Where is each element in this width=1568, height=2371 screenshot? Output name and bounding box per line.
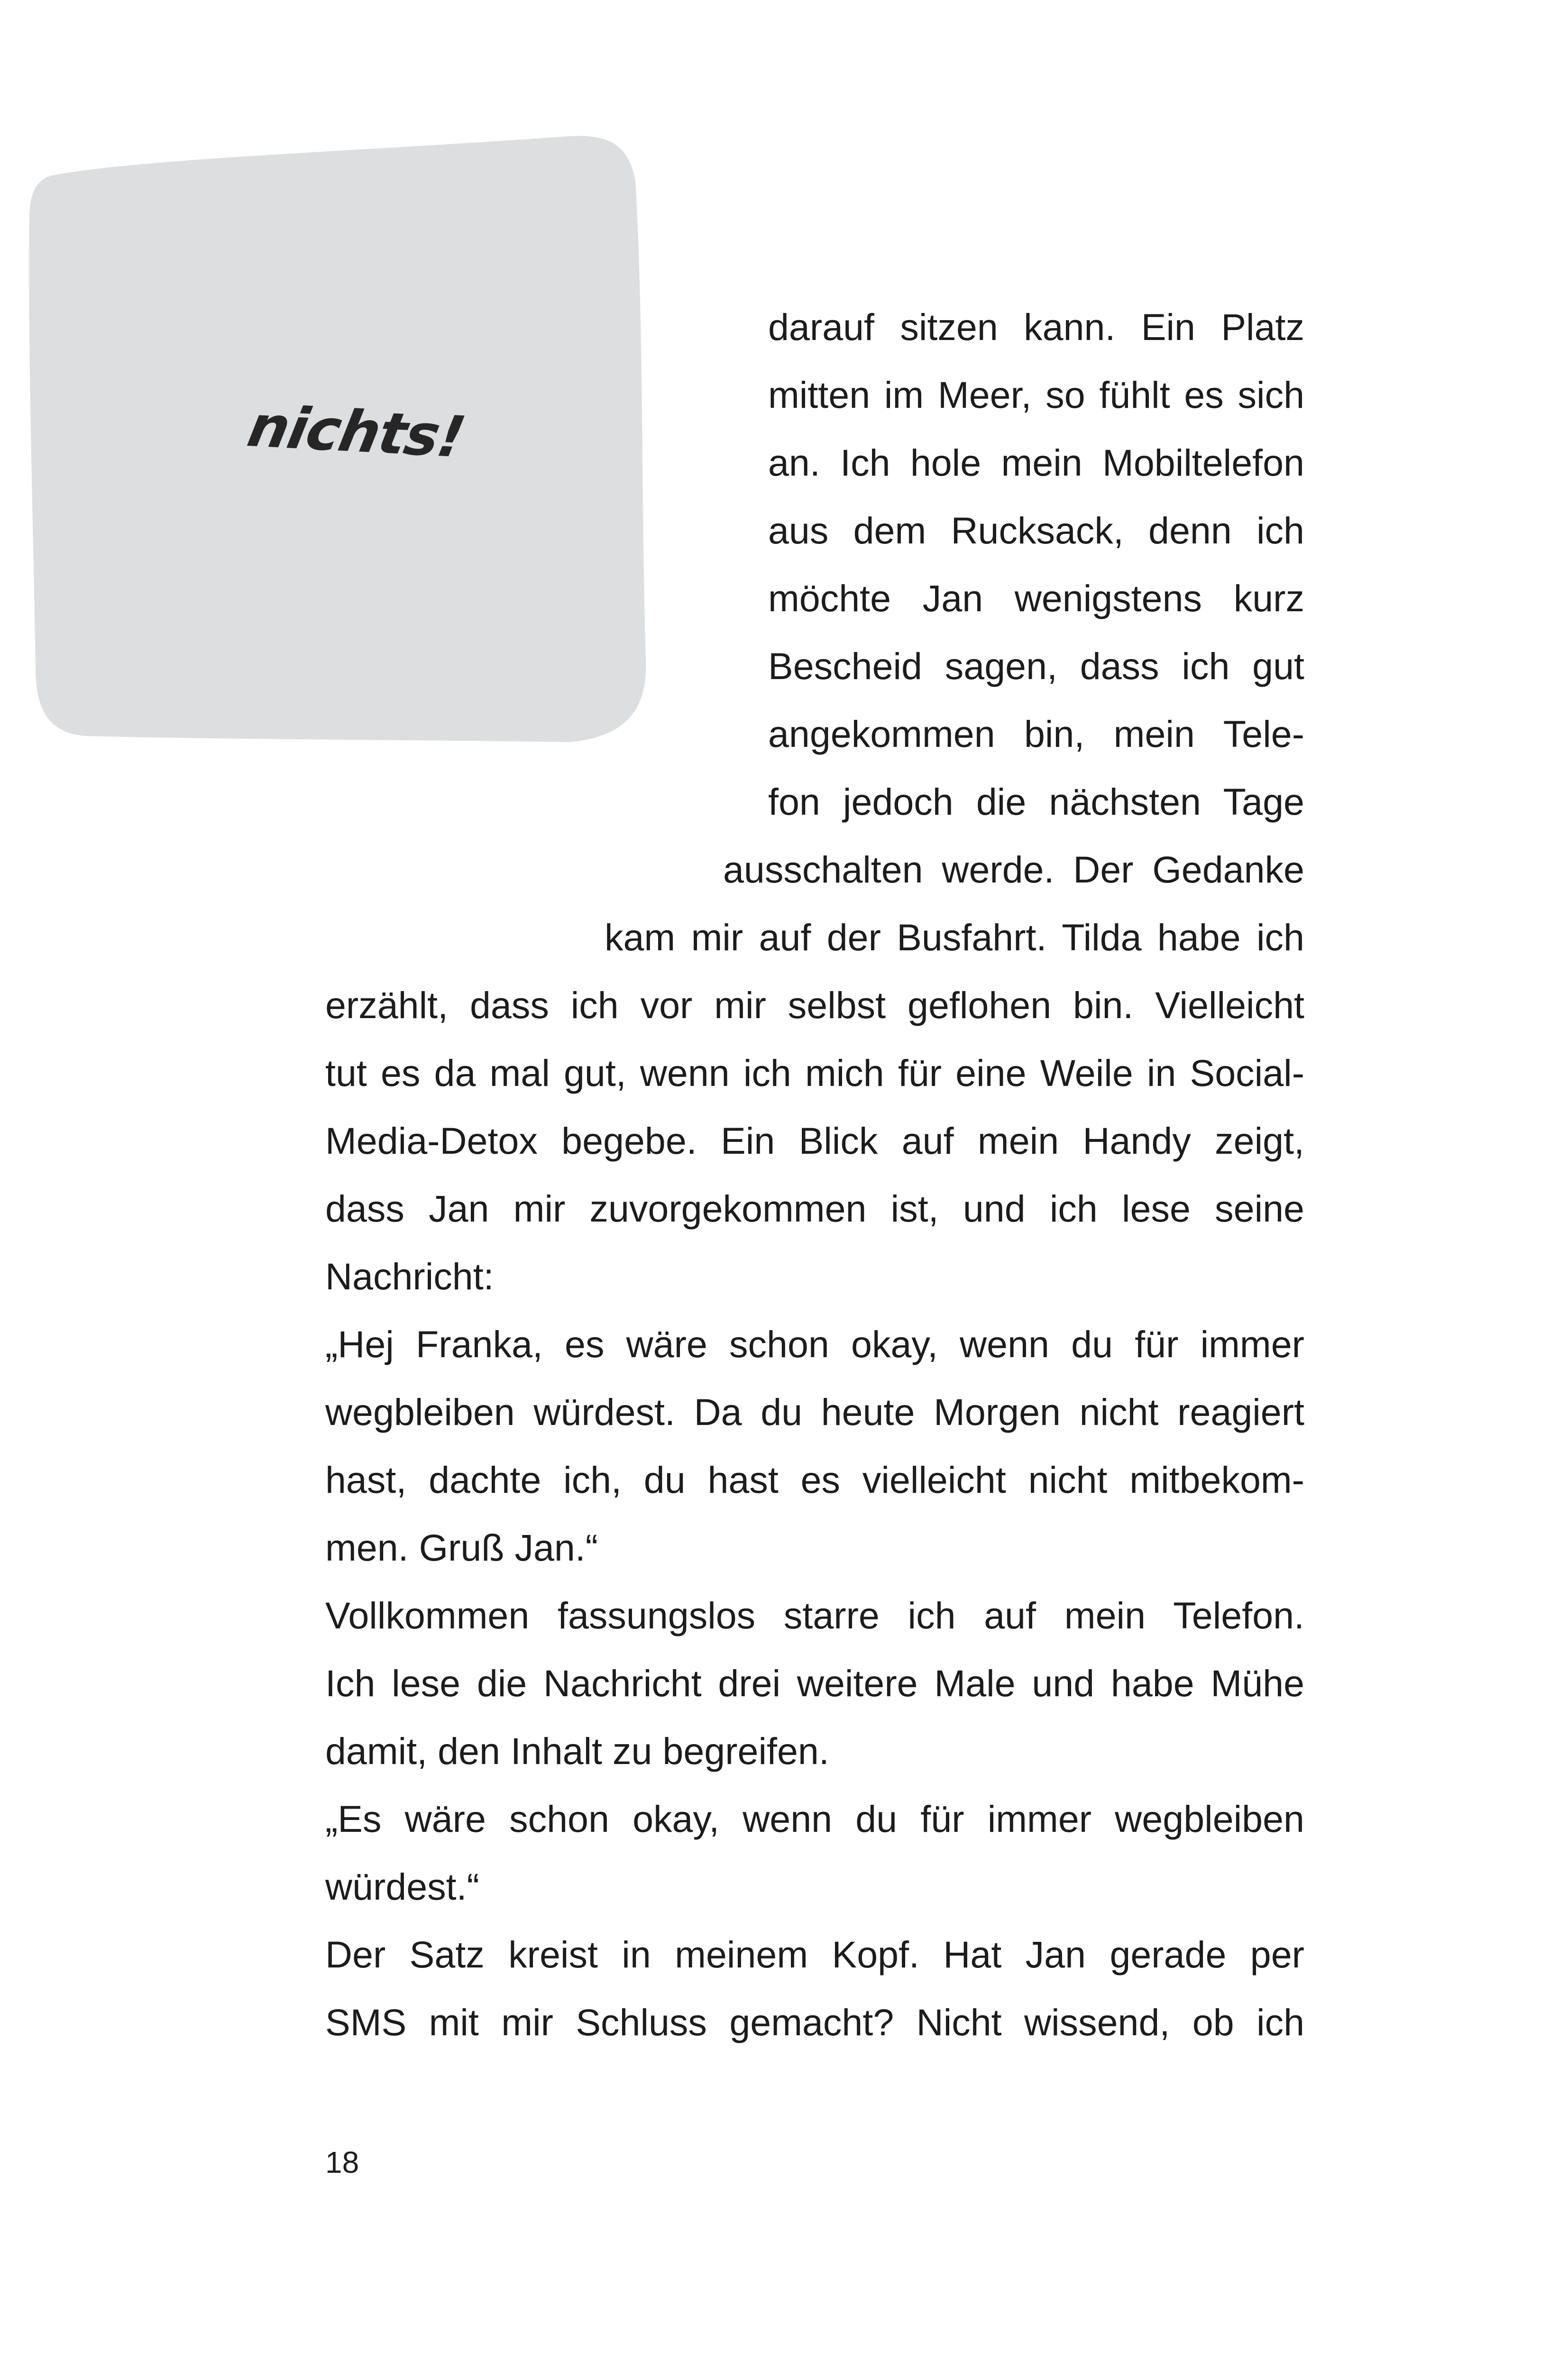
text-line: Nachricht: (325, 1255, 494, 1297)
text-line: ausschalten werde. Der Gedanke (723, 848, 1304, 891)
page-number: 18 (325, 2145, 359, 2179)
text-line: damit, den Inhalt zu begreifen. (325, 1730, 829, 1772)
text-line: erzählt, dass ich vor mir selbst geflohen bin. Vielleicht (325, 984, 1304, 1026)
text-line: dass Jan mir zuvorgekommen ist, und ich lese seine (325, 1187, 1304, 1230)
text-line: Vollkommen fassungslos starre ich auf mein Telefon. (325, 1594, 1304, 1636)
text-line: an. Ich hole mein Mobiltelefon (768, 441, 1304, 484)
text-line: men. Gruß Jan.“ (325, 1526, 598, 1569)
text-line: hast, dachte ich, du hast es vielleicht nicht mitbekom- (325, 1459, 1304, 1501)
margin-note-handwritten-text: nichts! (242, 394, 470, 471)
text-line: darauf sitzen kann. Ein Platz (768, 306, 1304, 348)
text-line: mitten im Meer, so fühlt es sich (768, 374, 1304, 416)
text-line: würdest.“ (325, 1866, 479, 1908)
text-line: SMS mit mir Schluss gemacht? Nicht wissend, ob ich (325, 2001, 1304, 2043)
text-line: aus dem Rucksack, denn ich (768, 509, 1304, 551)
text-line: wegbleiben würdest. Da du heute Morgen nicht reagiert (325, 1391, 1304, 1433)
text-line: „Es wäre schon okay, wenn du für immer wegbleiben (325, 1798, 1304, 1840)
text-line: Media-Detox begebe. Ein Blick auf mein Handy zeigt, (325, 1120, 1304, 1162)
text-line: Bescheid sagen, dass ich gut (768, 645, 1304, 687)
text-line: Der Satz kreist in meinem Kopf. Hat Jan gerade per (325, 1933, 1304, 1976)
text-line: möchte Jan wenigstens kurz (768, 577, 1304, 619)
text-line: tut es da mal gut, wenn ich mich für eine Weile in Social- (325, 1052, 1304, 1094)
text-line: Ich lese die Nachricht drei weitere Male und habe Mühe (325, 1662, 1304, 1704)
text-line: „Hej Franka, es wäre schon okay, wenn du für immer (325, 1323, 1304, 1365)
text-line: angekommen bin, mein Tele- (768, 713, 1304, 755)
text-line: fon jedoch die nächsten Tage (768, 781, 1304, 823)
text-line: kam mir auf der Busfahrt. Tilda habe ich (605, 916, 1304, 958)
